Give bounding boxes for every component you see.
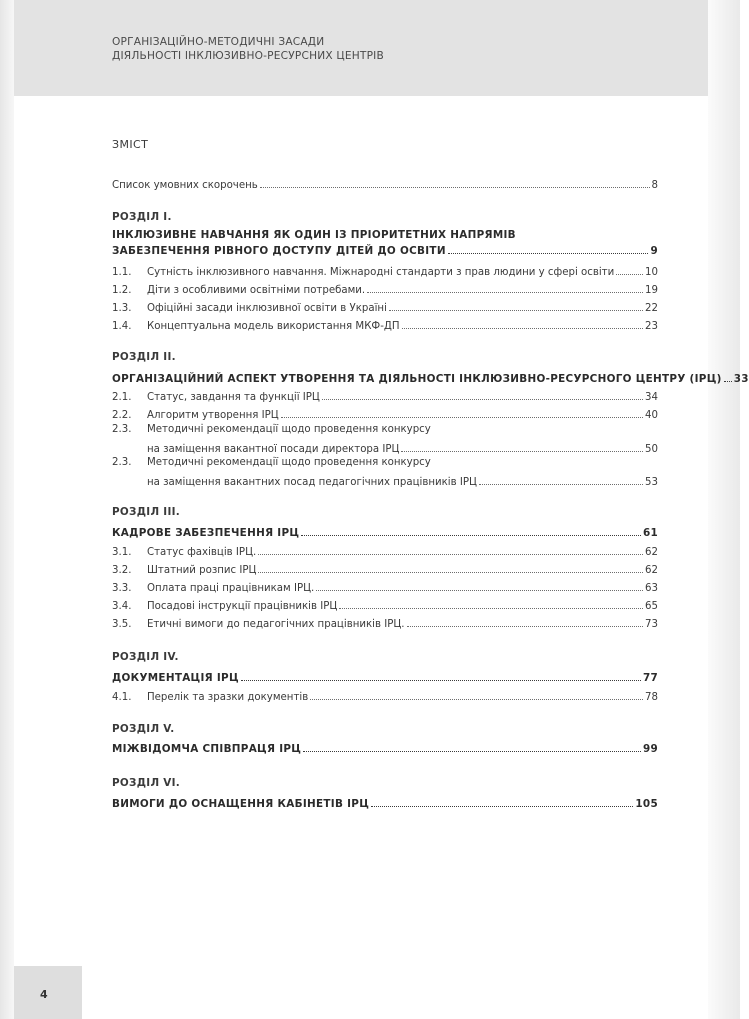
toc-entry-label-line: на заміщення вакантних посад педагогічних працівників ІРЦ xyxy=(147,477,477,488)
dot-leader xyxy=(260,187,650,188)
toc-entry-page: 53 xyxy=(645,477,658,488)
section-title[interactable] xyxy=(112,523,658,539)
toc-entry-page: 78 xyxy=(645,692,658,703)
toc-entry-page: 8 xyxy=(651,180,658,191)
section-page: 99 xyxy=(642,743,658,755)
toc-entry-page: 40 xyxy=(645,410,658,421)
toc-entry[interactable] xyxy=(112,457,658,488)
page-number-box xyxy=(14,966,82,1019)
toc-entry-page: 62 xyxy=(645,565,658,576)
dot-leader xyxy=(258,572,643,573)
toc-entry[interactable] xyxy=(112,542,658,558)
running-header-line2: ДІЯЛЬНОСТІ ІНКЛЮЗИВНО-РЕСУРСНИХ ЦЕНТРІВ xyxy=(112,50,384,62)
dot-leader xyxy=(339,608,643,609)
toc-entry-page: 73 xyxy=(645,619,658,630)
toc-entry-page: 23 xyxy=(645,321,658,332)
toc-entry[interactable] xyxy=(112,387,658,403)
toc-entry-number: 2.2. xyxy=(112,410,132,421)
section-page: 105 xyxy=(635,798,658,810)
dot-leader xyxy=(281,417,643,418)
dot-leader xyxy=(310,699,643,700)
section-title[interactable] xyxy=(112,225,658,257)
page-number: 4 xyxy=(40,988,48,1001)
toc-entry-label: Концептуальна модель використання МКФ-ДП xyxy=(147,321,400,332)
dot-leader xyxy=(448,253,649,254)
dot-leader xyxy=(479,484,643,485)
toc-entry[interactable] xyxy=(112,596,658,612)
toc-entry-page: 63 xyxy=(645,583,658,594)
dot-leader xyxy=(301,535,641,536)
section-label: РОЗДІЛ І. xyxy=(112,211,172,223)
toc-entry-page: 34 xyxy=(645,392,658,403)
dot-leader xyxy=(389,310,643,311)
section-label: РОЗДІЛ VI. xyxy=(112,777,181,789)
toc-entry[interactable] xyxy=(112,262,658,278)
toc-entry-label: Статус, завдання та функції ІРЦ xyxy=(147,392,320,403)
toc-entry-label: Алгоритм утворення ІРЦ xyxy=(147,410,279,421)
toc-entry[interactable] xyxy=(112,405,658,421)
section-title-line: ДОКУМЕНТАЦІЯ ІРЦ xyxy=(112,672,239,684)
section-title-line: ІНКЛЮЗИВНЕ НАВЧАННЯ ЯК ОДИН ІЗ ПРІОРИТЕТНИХ НАПРЯМІВ xyxy=(112,229,516,241)
section-title-line: ЗАБЕЗПЕЧЕННЯ РІВНОГО ДОСТУПУ ДІТЕЙ ДО ОСВІТИ xyxy=(112,245,446,257)
section-label: РОЗДІЛ ІІ. xyxy=(112,351,176,363)
section-label: РОЗДІЛ IV. xyxy=(112,651,179,663)
toc-heading: ЗМІСТ xyxy=(112,138,149,151)
dot-leader xyxy=(371,806,633,807)
toc-entry-number: 2.1. xyxy=(112,392,132,403)
scan-edge-left xyxy=(0,0,14,1019)
dot-leader xyxy=(241,680,641,681)
toc-entry-number: 3.3. xyxy=(112,583,132,594)
toc-entry-label: Статус фахівців ІРЦ. xyxy=(147,547,257,558)
toc-entry-page: 62 xyxy=(645,547,658,558)
section-label: РОЗДІЛ V. xyxy=(112,723,175,735)
section-title-line: МІЖВІДОМЧА СПІВПРАЦЯ ІРЦ xyxy=(112,743,302,755)
toc-entry-number: 2.3. xyxy=(112,457,132,468)
toc-entry-page: 19 xyxy=(645,285,658,296)
toc-entry-page: 65 xyxy=(645,601,658,612)
dot-leader xyxy=(322,399,643,400)
section-page: 61 xyxy=(642,527,658,539)
toc-entry-label: Сутність інклюзивного навчання. Міжнародні стандарти з прав людини у сфері освіти xyxy=(147,267,615,278)
scan-edge-right xyxy=(708,0,740,1019)
dot-leader xyxy=(401,451,643,452)
running-header xyxy=(112,35,384,63)
dot-leader xyxy=(367,292,643,293)
toc-entry[interactable] xyxy=(112,614,658,630)
toc-entry-label: Діти з особливими освітніми потребами. xyxy=(147,285,366,296)
toc-entry-number: 3.2. xyxy=(112,565,132,576)
toc-entry-number: 4.1. xyxy=(112,692,132,703)
toc-entry[interactable] xyxy=(112,316,658,332)
toc-entry-page: 10 xyxy=(645,267,658,278)
toc-entry[interactable] xyxy=(112,424,658,455)
toc-entry-number: 3.4. xyxy=(112,601,132,612)
toc-entry[interactable] xyxy=(112,280,658,296)
toc-entry-label: Перелік та зразки документів xyxy=(147,692,309,703)
toc-entry[interactable] xyxy=(112,560,658,576)
dot-leader xyxy=(316,590,643,591)
toc-entry-number: 1.3. xyxy=(112,303,132,314)
section-title[interactable] xyxy=(112,739,658,755)
toc-entry-number: 3.5. xyxy=(112,619,132,630)
dot-leader xyxy=(303,751,641,752)
toc-entry-label: Офіційні засади інклюзивної освіти в Україні xyxy=(147,303,387,314)
toc-entry[interactable] xyxy=(112,687,658,703)
toc-entry-abbreviations[interactable] xyxy=(112,175,658,191)
toc-entry-label: Посадові інструкції працівників ІРЦ xyxy=(147,601,338,612)
section-title[interactable] xyxy=(112,794,658,810)
toc-entry-number: 1.4. xyxy=(112,321,132,332)
toc-entry-label-line: на заміщення вакантної посади директора ІРЦ xyxy=(147,444,400,455)
toc-entry-label: Штатний розпис ІРЦ xyxy=(147,565,257,576)
section-page: 9 xyxy=(650,245,658,257)
toc-entry[interactable] xyxy=(112,298,658,314)
section-title-line: КАДРОВЕ ЗАБЕЗПЕЧЕННЯ ІРЦ xyxy=(112,527,300,539)
dot-leader xyxy=(724,381,732,382)
toc-entry-number: 1.2. xyxy=(112,285,132,296)
section-title-line: ОРГАНІЗАЦІЙНИЙ АСПЕКТ УТВОРЕННЯ ТА ДІЯЛЬНОСТІ ІНКЛЮЗИВНО-РЕСУРСНОГО ЦЕНТРУ (ІРЦ) xyxy=(112,373,722,385)
section-title[interactable] xyxy=(112,369,749,385)
dot-leader xyxy=(258,554,643,555)
toc-entry-number: 1.1. xyxy=(112,267,132,278)
section-label: РОЗДІЛ ІІІ. xyxy=(112,506,181,518)
toc-entry-page: 50 xyxy=(645,444,658,455)
toc-entry-number: 2.3. xyxy=(112,424,132,435)
dot-leader xyxy=(407,626,644,627)
dot-leader xyxy=(616,274,643,275)
section-title[interactable] xyxy=(112,668,658,684)
toc-entry-label: Етичні вимоги до педагогічних працівників ІРЦ. xyxy=(147,619,405,630)
toc-entry-label-line: Методичні рекомендації щодо проведення конкурсу xyxy=(147,424,431,435)
toc-entry-label: Оплата праці працівникам ІРЦ. xyxy=(147,583,315,594)
dot-leader xyxy=(402,328,644,329)
running-header-line1: ОРГАНІЗАЦІЙНО-МЕТОДИЧНІ ЗАСАДИ xyxy=(112,36,325,48)
section-title-line: ВИМОГИ ДО ОСНАЩЕННЯ КАБІНЕТІВ ІРЦ xyxy=(112,798,370,810)
toc-entry-page: 22 xyxy=(645,303,658,314)
toc-entry-number: 3.1. xyxy=(112,547,132,558)
section-page: 33 xyxy=(733,373,749,385)
toc-entry[interactable] xyxy=(112,578,658,594)
toc-entry-label-line: Методичні рекомендації щодо проведення конкурсу xyxy=(147,457,431,468)
toc-entry-label: Список умовних скорочень xyxy=(112,180,258,191)
section-page: 77 xyxy=(642,672,658,684)
